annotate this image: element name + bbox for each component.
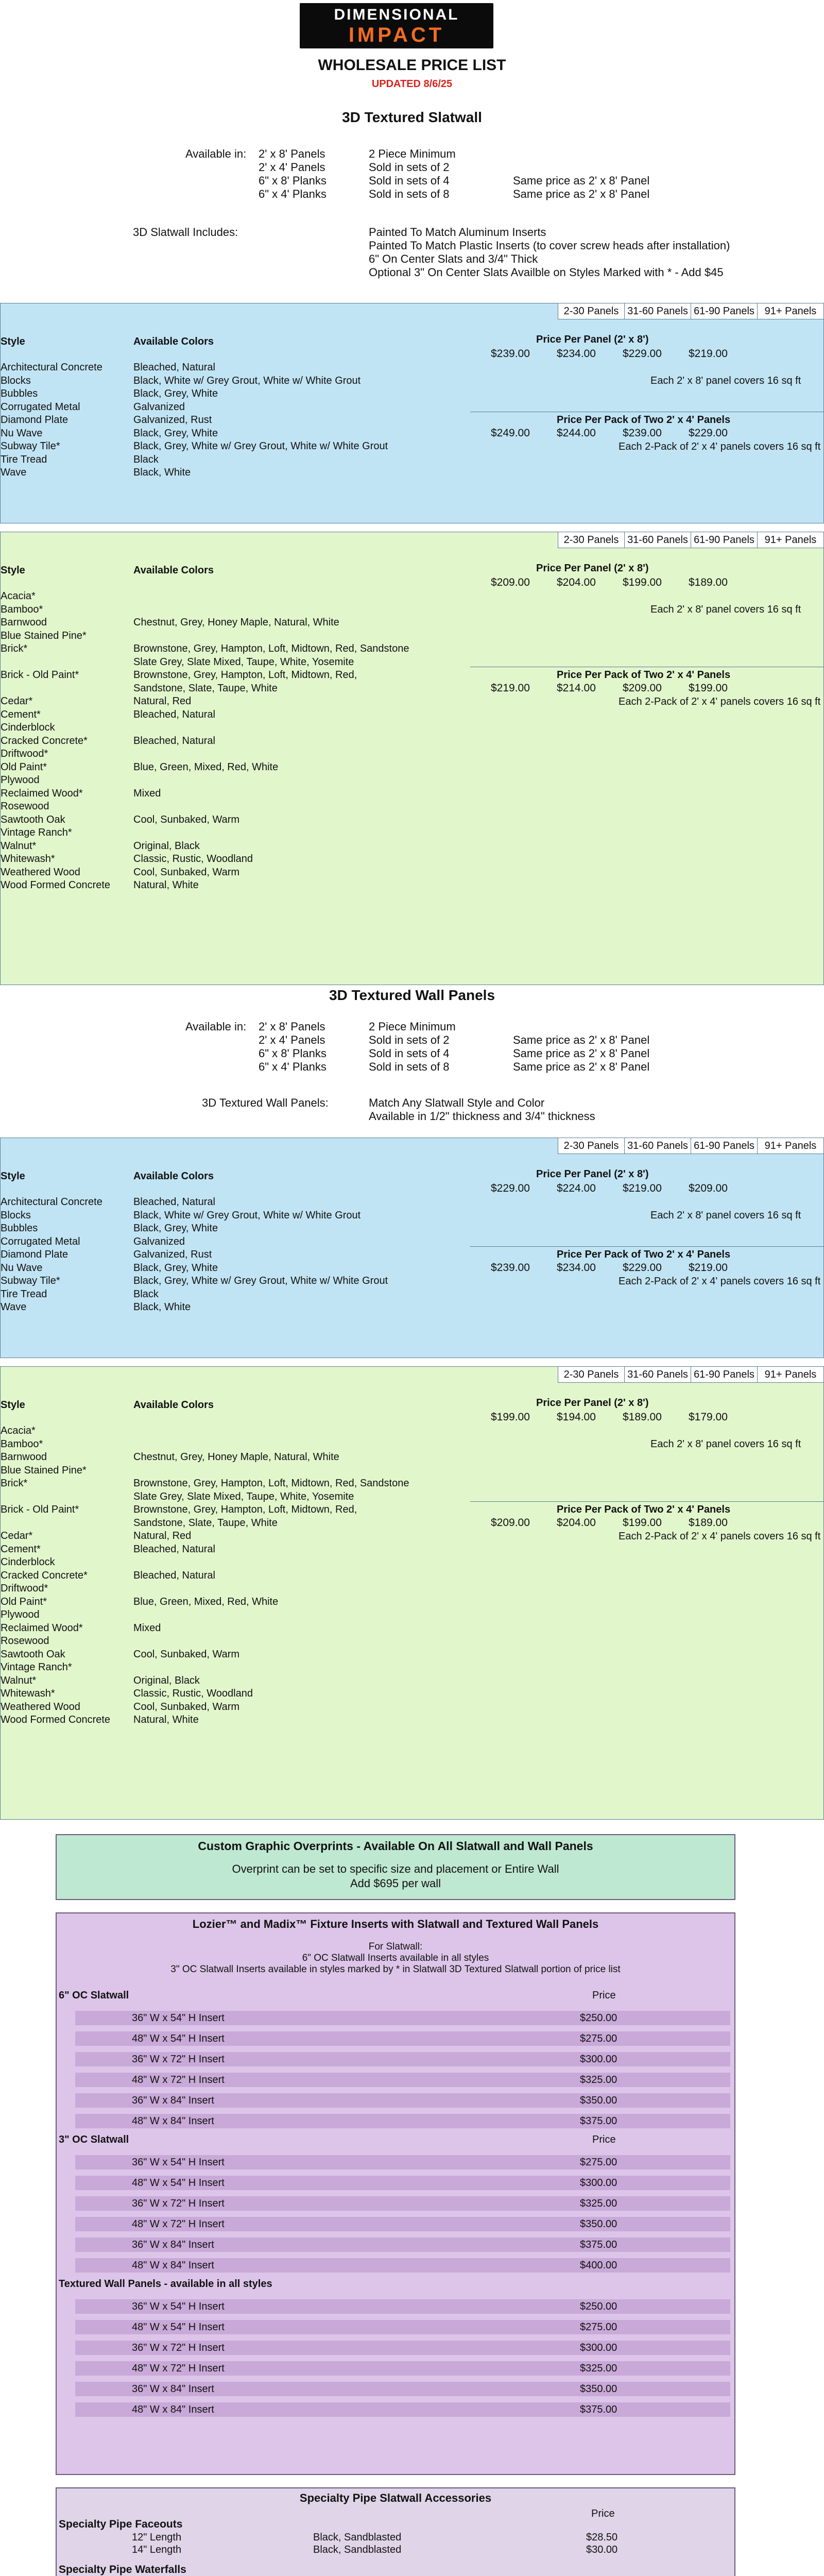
tier-header	[558, 532, 823, 548]
style-colors: Brownstone, Grey, Hampton, Loft, Midtown, Red,	[133, 1504, 357, 1515]
brand-line2: IMPACT	[348, 24, 445, 46]
tier-label: 61-90 Panels	[691, 532, 757, 548]
style-colors: Bleached, Natural	[133, 362, 215, 373]
tier-label: 61-90 Panels	[691, 303, 757, 319]
fixture-item: 48" W x 72" H Insert	[132, 2074, 225, 2086]
panel-price-title: Price Per Panel (2' x 8')	[536, 563, 649, 574]
style-name: Barnwood	[1, 617, 47, 628]
include-item: Optional 3" On Center Slats Availble on Styles Marked with * - Add $45	[369, 266, 724, 279]
style-colors: Original, Black	[133, 1674, 200, 1686]
style-colors: Black, White	[133, 1301, 191, 1313]
pack-coverage-note: Each 2-Pack of 2' x 4' panels covers 16 sq ft	[619, 441, 821, 452]
fixture-group-name: Textured Wall Panels - available in all styles	[59, 2278, 272, 2290]
panel-price: $219.00	[623, 1182, 662, 1194]
pack-price: $189.00	[689, 1517, 728, 1529]
size-row: 2' x 4' Panels Sold in sets of 2	[259, 161, 450, 174]
panel-coverage-note: Each 2' x 8' panel covers 16 sq ft	[650, 1209, 801, 1221]
panel-price: $189.00	[689, 577, 728, 588]
style-colors: Galvanized, Rust	[133, 414, 212, 426]
pipe-group-name: Specialty Pipe Waterfalls	[59, 2564, 186, 2575]
include-item: 6" On Center Slats and 3/4" Thick	[369, 252, 538, 265]
style-column-header: Style	[1, 1171, 25, 1182]
tier-label: 61-90 Panels	[691, 1367, 757, 1382]
style-colors: Blue, Green, Mixed, Red, White	[133, 761, 279, 773]
tier-header	[558, 303, 823, 319]
style-name: Reclaimed Wood*	[1, 787, 83, 799]
size-row: 6" x 8' Planks Sold in sets of 4 Same price as 2' x 8' Panel	[259, 1047, 650, 1060]
fixture-price: $250.00	[580, 2012, 617, 2024]
fixture-item: 48" W x 54" H Insert	[132, 2033, 225, 2044]
panel-price: $209.00	[491, 577, 530, 588]
divider-line	[470, 1501, 823, 1502]
style-colors: Classic, Rustic, Woodland	[133, 1688, 253, 1699]
style-name: Walnut*	[1, 1674, 37, 1686]
page-title: WHOLESALE PRICE LIST	[318, 57, 506, 74]
pipe-price: $30.00	[586, 2544, 618, 2555]
brand-logo	[300, 3, 493, 48]
style-colors: Chestnut, Grey, Honey Maple, Natural, White	[133, 617, 339, 628]
style-name: Cement*	[1, 708, 41, 720]
tier-label: 31-60 Panels	[624, 303, 691, 319]
style-colors: Brownstone, Grey, Hampton, Loft, Midtown, Red, Sandstone	[133, 643, 409, 654]
style-name: Blocks	[1, 375, 31, 386]
pack-price: $209.00	[623, 682, 662, 694]
panel-price: $229.00	[623, 348, 662, 360]
fixture-price: $375.00	[580, 2115, 617, 2127]
style-name: Bamboo*	[1, 1438, 43, 1450]
colors-column-header: Available Colors	[133, 1171, 214, 1182]
fixture-item: 36" W x 72" H Insert	[132, 2342, 225, 2353]
style-name: Cinderblock	[1, 722, 55, 733]
colors-column-header: Available Colors	[133, 336, 214, 347]
panel-price: $239.00	[491, 348, 530, 360]
style-name: Whitewash*	[1, 1688, 55, 1699]
size-row: 2' x 8' Panels 2 Piece Minimum	[259, 147, 456, 160]
fixture-item: 48" W x 72" H Insert	[132, 2363, 225, 2374]
style-name: Tire Tread	[1, 1288, 47, 1300]
style-name: Sawtooth Oak	[1, 1648, 65, 1660]
style-colors: Black, Grey, White	[133, 1223, 218, 1234]
include-item: Painted To Match Aluminum Inserts	[369, 226, 546, 239]
fixture-item: 36" W x 84" Insert	[132, 2383, 214, 2395]
style-name: Architectural Concrete	[1, 1196, 102, 1208]
pack-price-title: Price Per Pack of Two 2' x 4' Panels	[557, 1504, 731, 1515]
tier-label: 31-60 Panels	[624, 1367, 691, 1382]
style-colors: Cool, Sunbaked, Warm	[133, 866, 240, 878]
style-name: Cedar*	[1, 696, 33, 707]
style-colors: Classic, Rustic, Woodland	[133, 853, 253, 865]
size-row: 2' x 4' Panels Sold in sets of 2 Same price as 2' x 8' Panel	[259, 1033, 650, 1046]
pack-price: $239.00	[623, 427, 662, 439]
pipe-price: $28.50	[586, 2532, 618, 2543]
pack-price: $229.00	[689, 427, 728, 439]
fixture-item: 48" W x 84" Insert	[132, 2115, 214, 2127]
style-colors: Natural, Red	[133, 696, 192, 707]
fixture-price: $350.00	[580, 2095, 617, 2106]
fixture-price: $400.00	[580, 2260, 617, 2271]
pack-price-title: Price Per Pack of Two 2' x 4' Panels	[557, 1249, 731, 1260]
style-colors: Cool, Sunbaked, Warm	[133, 1648, 240, 1660]
fixture-price: $325.00	[580, 2198, 617, 2209]
style-colors: Black, Grey, White	[133, 388, 218, 399]
fixture-item: 36" W x 84" Insert	[132, 2095, 214, 2106]
fixture-price: $300.00	[580, 2054, 617, 2065]
style-colors: Slate Grey, Slate Mixed, Taupe, White, Yosemite	[133, 656, 354, 668]
style-name: Whitewash*	[1, 853, 55, 865]
overprints-box	[56, 1834, 735, 1900]
style-name: Weathered Wood	[1, 866, 80, 878]
style-name: Wave	[1, 1301, 27, 1313]
fixture-item: 48" W x 84" Insert	[132, 2260, 214, 2271]
fixture-item: 48" W x 84" Insert	[132, 2404, 214, 2415]
pack-price-title: Price Per Pack of Two 2' x 4' Panels	[557, 669, 731, 681]
pipe-length: 14" Length	[132, 2544, 182, 2555]
style-name: Barnwood	[1, 1451, 47, 1463]
style-name: Nu Wave	[1, 1262, 43, 1274]
panel-price: $229.00	[491, 1182, 530, 1194]
panel-price-title: Price Per Panel (2' x 8')	[536, 334, 649, 345]
fixture-price: $325.00	[580, 2074, 617, 2086]
slatwall-includes	[369, 226, 730, 279]
style-colors: Mixed	[133, 787, 161, 799]
style-name: Driftwood*	[1, 1583, 48, 1594]
style-name: Diamond Plate	[1, 1249, 68, 1260]
colors-column-header: Available Colors	[133, 565, 214, 576]
style-name: Vintage Ranch*	[1, 827, 72, 838]
tier-header	[558, 1138, 823, 1154]
pipe-finish: Black, Sandblasted	[313, 2544, 402, 2555]
style-name: Brick - Old Paint*	[1, 1504, 79, 1515]
style-colors: Brownstone, Grey, Hampton, Loft, Midtown, Red,	[133, 669, 357, 681]
style-name: Old Paint*	[1, 761, 47, 773]
fixture-item: 48" W x 72" H Insert	[132, 2218, 225, 2230]
fixture-intro-line: For Slatwall:	[368, 1941, 423, 1952]
style-name: Brick*	[1, 643, 28, 654]
panel-price: $189.00	[623, 1411, 662, 1423]
style-name: Cinderblock	[1, 1556, 55, 1568]
tier-label: 31-60 Panels	[624, 532, 691, 548]
style-name: Walnut*	[1, 840, 37, 852]
style-name: Wood Formed Concrete	[1, 879, 111, 891]
tier-label: 91+ Panels	[757, 532, 823, 548]
fixture-item: 36" W x 54" H Insert	[132, 2301, 225, 2312]
overprints-line1: Overprint can be set to specific size and placement or Entire Wall	[232, 1862, 559, 1875]
fixture-item: 36" W x 72" H Insert	[132, 2198, 225, 2209]
wallpanels-available-label: Available in:	[185, 1020, 247, 1033]
style-name: Acacia*	[1, 590, 36, 602]
style-name: Corrugated Metal	[1, 401, 80, 413]
style-name: Acacia*	[1, 1425, 36, 1436]
style-colors: Black, White w/ Grey Grout, White w/ White Grout	[133, 375, 361, 386]
tier-label: 2-30 Panels	[558, 303, 624, 319]
style-name: Nu Wave	[1, 427, 43, 439]
wallpanel-wood-table	[0, 1366, 824, 1820]
fixture-price: $300.00	[580, 2342, 617, 2353]
style-name: Cement*	[1, 1543, 41, 1555]
slatwall-includes-label: 3D Slatwall Includes:	[133, 226, 238, 239]
style-name: Sawtooth Oak	[1, 814, 65, 825]
updated-date: UPDATED 8/6/25	[371, 78, 453, 90]
fixture-intro-line: 6" OC Slatwall Inserts available in all styles	[302, 1953, 489, 1963]
panel-price: $194.00	[557, 1411, 596, 1423]
fixture-price: $275.00	[580, 2157, 617, 2168]
style-colors: Brownstone, Grey, Hampton, Loft, Midtown, Red, Sandstone	[133, 1478, 409, 1489]
style-column-header: Style	[1, 565, 25, 576]
size-row: 2' x 8' Panels 2 Piece Minimum	[259, 1020, 456, 1033]
panel-price: $224.00	[557, 1182, 596, 1194]
fixture-price: $350.00	[580, 2218, 617, 2230]
pipe-accessories-box	[56, 2487, 735, 2576]
style-colors: Blue, Green, Mixed, Red, White	[133, 1596, 279, 1607]
pack-coverage-note: Each 2-Pack of 2' x 4' panels covers 16 sq ft	[619, 1276, 821, 1287]
style-name: Rosewood	[1, 801, 49, 812]
tier-label: 2-30 Panels	[558, 1138, 624, 1154]
style-name: Weathered Wood	[1, 1701, 80, 1713]
style-colors: Cool, Sunbaked, Warm	[133, 814, 240, 825]
style-name: Plywood	[1, 774, 40, 786]
style-colors: Natural, White	[133, 1714, 199, 1725]
slatwall-sizes	[259, 147, 649, 201]
overprints-line2: Add $695 per wall	[350, 1877, 441, 1890]
style-colors: Black, Grey, White w/ Grey Grout, White w/ White Grout	[133, 1275, 388, 1286]
fixture-price-label: Price	[592, 2134, 616, 2145]
fixture-inserts-box	[56, 1912, 735, 2475]
include-item: Available in 1/2" thickness and 3/4" thickness	[369, 1110, 595, 1123]
fixture-price-label: Price	[592, 1990, 616, 2001]
fixture-item: 36" W x 72" H Insert	[132, 2054, 225, 2065]
style-name: Brick*	[1, 1478, 28, 1489]
style-colors: Black	[133, 1288, 159, 1300]
style-colors: Black, Grey, White	[133, 1262, 218, 1274]
style-colors: Galvanized	[133, 401, 185, 413]
fixture-price: $375.00	[580, 2404, 617, 2415]
fixture-item: 48" W x 54" H Insert	[132, 2321, 225, 2333]
panel-price: $199.00	[491, 1411, 530, 1423]
style-name: Wave	[1, 467, 27, 478]
slatwall-specialty-table	[0, 303, 824, 523]
style-name: Rosewood	[1, 1635, 49, 1647]
style-name: Driftwood*	[1, 748, 48, 759]
colors-column-header: Available Colors	[133, 1399, 214, 1411]
pack-price: $229.00	[623, 1262, 662, 1274]
fixture-group-name: 6" OC Slatwall	[59, 1990, 129, 2001]
pack-price: $244.00	[557, 427, 596, 439]
overprints-title: Custom Graphic Overprints - Available On All Slatwall and Wall Panels	[198, 1839, 593, 1853]
pack-price: $234.00	[557, 1262, 596, 1274]
style-colors: Galvanized, Rust	[133, 1249, 212, 1260]
style-colors: Black, White w/ Grey Grout, White w/ White Grout	[133, 1209, 361, 1221]
style-colors: Slate Grey, Slate Mixed, Taupe, White, Yosemite	[133, 1490, 354, 1502]
fixture-item: 36" W x 54" H Insert	[132, 2012, 225, 2024]
slatwall-title: 3D Textured Slatwall	[342, 109, 482, 125]
style-name: Corrugated Metal	[1, 1235, 80, 1247]
style-name: Brick - Old Paint*	[1, 669, 79, 681]
pack-price: $199.00	[623, 1517, 662, 1529]
fixture-price: $375.00	[580, 2239, 617, 2250]
panel-coverage-note: Each 2' x 8' panel covers 16 sq ft	[650, 603, 801, 615]
pipe-price-label: Price	[591, 2508, 615, 2519]
fixture-price: $250.00	[580, 2301, 617, 2312]
tier-label: 91+ Panels	[757, 303, 823, 319]
panel-price: $234.00	[557, 348, 596, 360]
style-name: Diamond Plate	[1, 414, 68, 426]
fixture-group-name: 3" OC Slatwall	[59, 2134, 129, 2145]
tier-label: 91+ Panels	[757, 1138, 823, 1154]
tier-label: 91+ Panels	[757, 1367, 823, 1382]
pipe-title: Specialty Pipe Slatwall Accessories	[299, 2492, 492, 2504]
fixture-price: $275.00	[580, 2321, 617, 2333]
pack-price: $214.00	[557, 682, 596, 694]
wallpanels-includes-label: 3D Textured Wall Panels:	[202, 1096, 329, 1109]
style-colors: Black, White	[133, 467, 191, 478]
style-colors: Original, Black	[133, 840, 200, 852]
wallpanels-title: 3D Textured Wall Panels	[329, 987, 495, 1003]
divider-line	[470, 1246, 823, 1247]
tier-label: 2-30 Panels	[558, 1367, 624, 1382]
fixture-price: $275.00	[580, 2033, 617, 2044]
tier-label: 31-60 Panels	[624, 1138, 691, 1154]
style-name: Cracked Concrete*	[1, 1569, 88, 1581]
brand-line1: DIMENSIONAL	[334, 6, 459, 23]
style-column-header: Style	[1, 1399, 25, 1411]
style-name: Tire Tread	[1, 453, 47, 465]
style-name: Architectural Concrete	[1, 362, 102, 373]
wallpanels-sizes	[259, 1020, 649, 1074]
panel-coverage-note: Each 2' x 8' panel covers 16 sq ft	[650, 375, 801, 386]
fixture-title: Lozier™ and Madix™ Fixture Inserts with Slatwall and Textured Wall Panels	[192, 1918, 599, 1930]
panel-price: $179.00	[689, 1411, 728, 1423]
style-colors: Chestnut, Grey, Honey Maple, Natural, White	[133, 1451, 339, 1463]
pack-price-title: Price Per Pack of Two 2' x 4' Panels	[557, 414, 731, 426]
include-item: Match Any Slatwall Style and Color	[369, 1096, 545, 1109]
fixture-price: $350.00	[580, 2383, 617, 2395]
style-colors: Galvanized	[133, 1235, 185, 1247]
wallpanel-specialty-table	[0, 1138, 824, 1358]
style-colors: Sandstone, Slate, Taupe, White	[133, 1517, 278, 1529]
pack-price: $209.00	[491, 1517, 530, 1529]
fixture-item: 36" W x 84" Insert	[132, 2239, 214, 2250]
fixture-price: $325.00	[580, 2363, 617, 2374]
size-row: 6" x 4' Planks Sold in sets of 8 Same price as 2' x 8' Panel	[259, 188, 650, 200]
style-colors: Bleached, Natural	[133, 1196, 215, 1208]
panel-price: $204.00	[557, 577, 596, 588]
style-name: Blue Stained Pine*	[1, 1464, 87, 1476]
style-name: Bubbles	[1, 1223, 38, 1234]
size-row: 6" x 4' Planks Sold in sets of 8 Same price as 2' x 8' Panel	[259, 1060, 650, 1073]
pack-coverage-note: Each 2-Pack of 2' x 4' panels covers 16 sq ft	[619, 696, 821, 707]
style-name: Cracked Concrete*	[1, 735, 88, 747]
style-name: Bubbles	[1, 388, 38, 399]
style-column-header: Style	[1, 336, 25, 347]
style-colors: Black, Grey, White w/ Grey Grout, White w/ White Grout	[133, 440, 388, 452]
style-name: Reclaimed Wood*	[1, 1622, 83, 1634]
size-row: 6" x 8' Planks Sold in sets of 4 Same price as 2' x 8' Panel	[259, 174, 650, 187]
style-name: Cedar*	[1, 1530, 33, 1541]
include-item: Painted To Match Plastic Inserts (to cover screw heads after installation)	[369, 239, 730, 252]
pipe-length: 12" Length	[132, 2532, 182, 2543]
panel-coverage-note: Each 2' x 8' panel covers 16 sq ft	[650, 1438, 801, 1450]
style-name: Plywood	[1, 1609, 40, 1620]
style-colors: Natural, Red	[133, 1530, 192, 1541]
panel-price: $219.00	[689, 348, 728, 360]
fixture-price: $300.00	[580, 2177, 617, 2189]
pipe-finish: Black, Sandblasted	[313, 2532, 402, 2543]
fixture-item: 48" W x 54" H Insert	[132, 2177, 225, 2189]
style-colors: Cool, Sunbaked, Warm	[133, 1701, 240, 1713]
pack-price: $219.00	[689, 1262, 728, 1274]
style-colors: Sandstone, Slate, Taupe, White	[133, 682, 278, 694]
style-colors: Natural, White	[133, 879, 199, 891]
panel-price: $199.00	[623, 577, 662, 588]
panel-price-title: Price Per Panel (2' x 8')	[536, 1397, 649, 1409]
slatwall-wood-table	[0, 532, 824, 985]
style-colors: Bleached, Natural	[133, 735, 215, 747]
panel-price-title: Price Per Panel (2' x 8')	[536, 1168, 649, 1180]
wallpanels-includes	[369, 1096, 595, 1123]
style-name: Blocks	[1, 1209, 31, 1221]
tier-header	[558, 1367, 823, 1383]
style-colors: Bleached, Natural	[133, 1569, 215, 1581]
fixture-item: 36" W x 54" H Insert	[132, 2157, 225, 2168]
style-colors: Bleached, Natural	[133, 1543, 215, 1555]
pack-price: $199.00	[689, 682, 728, 694]
style-colors: Bleached, Natural	[133, 708, 215, 720]
tier-label: 61-90 Panels	[691, 1138, 757, 1154]
pack-price: $239.00	[491, 1262, 530, 1274]
panel-price: $209.00	[689, 1182, 728, 1194]
fixture-intro-line: 3" OC Slatwall Inserts available in styles marked by * in Slatwall 3D Textured Slatwall portion of price list	[170, 1964, 621, 1975]
style-name: Subway Tile*	[1, 440, 60, 452]
pipe-group-name: Specialty Pipe Faceouts	[59, 2518, 183, 2530]
style-name: Subway Tile*	[1, 1275, 60, 1286]
slatwall-available-label: Available in:	[185, 147, 247, 160]
style-colors: Mixed	[133, 1622, 161, 1634]
style-colors: Black, Grey, White	[133, 427, 218, 439]
style-name: Vintage Ranch*	[1, 1662, 72, 1673]
pack-price: $204.00	[557, 1517, 596, 1529]
pack-coverage-note: Each 2-Pack of 2' x 4' panels covers 16 sq ft	[619, 1531, 821, 1542]
tier-label: 2-30 Panels	[558, 532, 624, 548]
pack-price: $219.00	[491, 682, 530, 694]
style-name: Bamboo*	[1, 603, 43, 615]
style-name: Old Paint*	[1, 1596, 47, 1607]
style-name: Wood Formed Concrete	[1, 1714, 111, 1725]
pack-price: $249.00	[491, 427, 530, 439]
style-name: Blue Stained Pine*	[1, 630, 87, 641]
style-colors: Black	[133, 453, 159, 465]
